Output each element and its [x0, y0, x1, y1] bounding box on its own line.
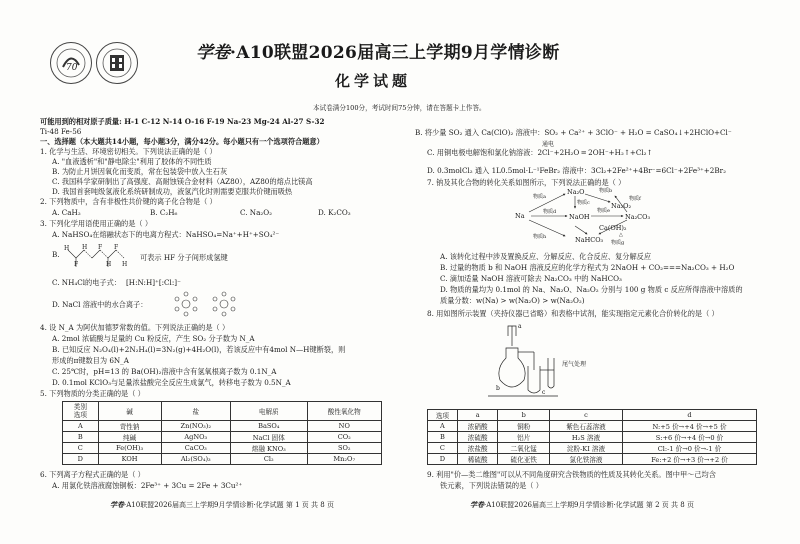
- node-na2o2: Na₂O₂: [611, 202, 632, 210]
- q1-option-c: C. 我国科学家研制出了高强度、高耐蚀镁合金材料（AZ80），AZ80的熔点比镁高: [52, 177, 313, 186]
- q6-option-c-condition: 通电: [542, 141, 555, 148]
- tail-gas-label: 尾气处理: [562, 361, 587, 368]
- table-header-cell: c: [549, 410, 622, 421]
- node-na: Na: [515, 212, 525, 220]
- footer-brand: 学卷: [470, 500, 484, 509]
- q6-option-a: A. 用氯化铁溶液腐蚀铜板：2Fe³⁺ + 3Cu = 2Fe + 3Cu²⁺: [52, 481, 243, 490]
- edge-label-heat: △: [619, 232, 623, 238]
- table-header-cell: b: [498, 410, 549, 421]
- label-b: b: [496, 385, 500, 392]
- table-cell: NO: [307, 421, 381, 432]
- question-7: 7. 钠及其化合物的转化关系如图所示，下列说法正确的是（ ）: [427, 178, 626, 187]
- question-6: 6. 下列离子方程式正确的是（ ）: [40, 470, 145, 479]
- footer-brand: 学卷: [110, 500, 124, 509]
- table-header-cell: 电解质: [231, 402, 308, 421]
- table-cell: Cl₂: [231, 454, 308, 465]
- svg-text:F: F: [74, 261, 79, 268]
- table-cell: 淀粉-KI 溶液: [549, 443, 622, 454]
- table-cell: Al₂(SO₄)₃: [161, 454, 230, 465]
- table-row: [63, 454, 382, 465]
- question-1: 1. 化学与生活、环境密切相关。下列说法正确的是（ ）: [40, 147, 217, 156]
- hydrated-ions-diagram: [168, 288, 244, 320]
- table-header-row: [428, 410, 757, 421]
- q4-option-c: C. 25℃时，pH=13 的 Ba(OH)₂溶液中含有氢氧根离子数为 0.1N_A: [52, 367, 277, 376]
- table-row: [428, 443, 757, 454]
- label-a: a: [518, 323, 522, 330]
- q5-classification-table: [62, 401, 382, 465]
- q3-option-d: D. NaCl 溶液中的水合离子：: [52, 300, 148, 309]
- building-seal-icon: [97, 43, 137, 83]
- svg-text:H: H: [106, 261, 112, 268]
- q6-option-d: D. 0.3molCl₂ 通入 1L0.5mol·L⁻¹FeBr₂ 溶液中：3Cl₂+2Fe²⁺+4Br⁻=6Cl⁻+2Fe³⁺+2Br₂: [427, 166, 726, 175]
- node-caoh2: Ca(OH)₂: [599, 224, 627, 232]
- table-cell: 硫化亚铁: [498, 454, 549, 465]
- title-text: ·A10联盟2026届高三上学期9月学情诊断: [230, 43, 560, 63]
- hf-hydrogen-bond-diagram: [62, 240, 138, 274]
- q4-option-a: A. 2mol 浓硫酸与足量的 Cu 粉反应，产生 SO₂ 分子数为 N_A: [52, 334, 255, 343]
- table-cell: B: [63, 432, 99, 443]
- table-cell: S:+6 价→+4 价→0 价: [623, 432, 757, 443]
- left-footer: [110, 500, 334, 510]
- table-cell: BaSO₄: [231, 421, 308, 432]
- table-cell: CO₂: [307, 432, 381, 443]
- q2-option-a: A. CaH₂: [52, 208, 81, 217]
- edge-label-f: 物质f: [629, 196, 641, 202]
- table-cell: 浓硫酸: [457, 432, 498, 443]
- node-na2co3: Na₂CO₃: [625, 213, 651, 221]
- q7-option-d-cont: 质量分数：w(Na) > w(Na₂O) > w(Na₂O₂): [440, 296, 585, 305]
- question-5: 5. 下列物质的分类正确的是（ ）: [40, 389, 145, 398]
- table-cell: 二氧化锰: [498, 443, 549, 454]
- q4-option-d: D. 0.1mol KClO₃与足量浓盐酸完全反应生成氯气，转移电子数为 0.5N_A: [52, 378, 291, 387]
- table-cell: CaCO₃: [161, 443, 230, 454]
- table-header-cell: 碱: [98, 402, 161, 421]
- edge-label-g: 物质g: [611, 240, 625, 246]
- edge-label-h: 物质h: [533, 234, 547, 240]
- table-row: [63, 432, 382, 443]
- table-header-cell: 酸性氧化物: [307, 402, 381, 421]
- question-9: 9. 利用"价—类二维图"可以从不同角度研究含铁物质的性质及其转化关系。图中甲～己均含: [427, 470, 716, 479]
- exam-subtitle: 化学试题: [335, 72, 412, 90]
- table-cell: 纯碱: [98, 432, 161, 443]
- edge-label-b: 物质b: [599, 188, 613, 194]
- table-header-cell: 类别 选项: [63, 402, 99, 421]
- q3-option-b-text: 可表示 HF 分子间形成氢键: [140, 253, 228, 262]
- edge-label-e: 物质e: [597, 208, 610, 214]
- q3-option-c-formula: [H:N:H]⁺[:Cl:]⁻: [126, 278, 181, 287]
- table-cell: 稀硫酸: [457, 454, 498, 465]
- q4-option-b-cont: 形成的π键数目为 6N_A: [52, 356, 129, 365]
- table-cell: 紫色石蕊溶液: [549, 421, 622, 432]
- apparatus-diagram: [488, 318, 618, 398]
- table-cell: Fe(OH)₃: [98, 443, 161, 454]
- table-cell: Zn(NO₃)₂: [161, 421, 230, 432]
- table-header-cell: a: [457, 410, 498, 421]
- q2-option-b: B. C₂H₆: [150, 208, 178, 217]
- table-cell: 铜粉: [498, 421, 549, 432]
- table-cell: A: [428, 421, 458, 432]
- svg-text:H: H: [82, 244, 88, 251]
- table-cell: C: [63, 443, 99, 454]
- table-cell: 浓硝酸: [457, 421, 498, 432]
- school-logo-left: [50, 42, 92, 84]
- sodium-conversion-diagram: [515, 186, 715, 248]
- svg-text:70: 70: [66, 63, 78, 73]
- table-row: [428, 432, 757, 443]
- school-seal-icon: [51, 43, 91, 83]
- q7-option-d: D. 物质的量均为 0.1mol 的 Na、Na₂O、Na₂O₂ 分别与 100 g 物质 c 反应所得溶液中溶质的: [440, 285, 743, 294]
- svg-text:H: H: [64, 245, 70, 252]
- table-cell: A: [63, 421, 99, 432]
- q7-option-c: C. 滴加适量 NaOH 溶液可除去 Na₂CO₃ 中的 NaHCO₃: [440, 274, 622, 283]
- label-c: c: [542, 389, 546, 396]
- section-heading: 一、选择题（本大题共14小题，每小题3分，满分42分。每小题只有一个选项符合题意）: [40, 137, 324, 146]
- table-cell: 苛性钠: [98, 421, 161, 432]
- table-cell: H₂S 溶液: [549, 432, 622, 443]
- table-cell: Fe:+2 价→+3 价→+2 价: [623, 454, 757, 465]
- brand-logo: 学卷: [196, 43, 230, 63]
- question-4: 4. 设 N_A 为阿伏加德罗常数的值。下列说法正确的是（ ）: [40, 323, 230, 332]
- table-cell: 熔融 KNO₃: [231, 443, 308, 454]
- question-8: 8. 用如图所示装置（夹持仪器已省略）和表格中试剂，能实现指定元素化合价转化的是（ ）: [427, 309, 719, 318]
- q1-option-b: B. 为防止月饼因氧化而变质，常在包装袋中放入生石灰: [52, 167, 228, 176]
- svg-text:F: F: [98, 244, 103, 251]
- table-cell: Mn₂O₇: [307, 454, 381, 465]
- q7-option-b: B. 过量的物质 b 和 NaOH 溶液反应的化学方程式为 2NaOH + CO₂===Na₂CO₃ + H₂O: [440, 263, 735, 272]
- node-na2o: Na₂O: [567, 188, 585, 196]
- table-header-cell: d: [623, 410, 757, 421]
- table-cell: Cl:-1 价→0 价→-1 价: [623, 443, 757, 454]
- footer-text: ·A10联盟2026届高三上学期9月学情诊断·化学试题 第 1 页 共 8 页: [124, 501, 334, 509]
- table-row: [63, 443, 382, 454]
- question-3: 3. 下列化学用语使用正确的是（ ）: [40, 219, 153, 228]
- table-row: [63, 421, 382, 432]
- table-cell: SO₂: [307, 443, 381, 454]
- edge-label-c: 物质c: [577, 200, 590, 206]
- q1-option-a: A. "血液透析"和"静电除尘"利用了胶体的不同性质: [52, 157, 212, 166]
- q4-option-b: B. 已知反应 N₂O₄(l)+2N₂H₄(l)=3N₂(g)+4H₂O(l)，若该反应中有4mol N—H键断裂，则: [52, 345, 346, 354]
- exam-note: 本试卷满分100分，考试时间75分钟，请在答题卡上作答。: [313, 104, 486, 112]
- exam-title: [196, 38, 646, 63]
- question-2: 2. 下列物质中，含有非极性共价键的离子化合物是（ ）: [40, 197, 217, 206]
- table-cell: N:+5 价→+4 价→+5 价: [623, 421, 757, 432]
- footer-text: ·A10联盟2026届高三上学期9月学情诊断·化学试题 第 2 页 共 8 页: [484, 501, 694, 509]
- q8-reagent-table: [427, 409, 757, 465]
- svg-text:H: H: [122, 261, 128, 268]
- q2-option-c: C. Na₂O₂: [240, 208, 273, 217]
- right-footer: [470, 500, 694, 510]
- table-header-row: [63, 402, 382, 421]
- atomic-masses-line1: 可能用到的相对原子质量: H-1 C-12 N-14 O-16 F-19 Na-23 Mg-24 Al-27 S-32: [40, 117, 325, 126]
- table-cell: D: [63, 454, 99, 465]
- school-logo-right: [96, 42, 138, 84]
- table-row: [428, 454, 757, 465]
- table-cell: D: [428, 454, 458, 465]
- table-cell: 铝片: [498, 432, 549, 443]
- atomic-masses-line2: Ti-48 Fe-56: [40, 127, 82, 136]
- q6-option-c: C. 用铜电极电解饱和氯化钠溶液：2Cl⁻+2H₂O ═ 2OH⁻+H₂↑+Cl₂↑: [427, 148, 653, 157]
- table-cell: 浓盐酸: [457, 443, 498, 454]
- table-cell: AgNO₃: [161, 432, 230, 443]
- q1-option-d: D. 我国首套吨级氢液化系统研制成功，液氢汽化时则需要克服共价键而吸热: [52, 187, 293, 196]
- q3-option-c-label: C. NH₄Cl的电子式：: [52, 278, 121, 287]
- table-header-cell: 选项: [428, 410, 458, 421]
- table-header-cell: 盐: [161, 402, 230, 421]
- node-naoh: NaOH: [569, 213, 590, 221]
- q6-option-b: B. 将少量 SO₂ 通入 Ca(ClO)₂ 溶液中：SO₂ + Ca²⁺ + 3ClO⁻ + H₂O = CaSO₄↓+2HClO+Cl⁻: [415, 128, 732, 137]
- node-nahco3: NaHCO₃: [575, 236, 604, 244]
- q3-option-a: A. NaHSO₄在熔融状态下的电离方程式：NaHSO₄=Na⁺+H⁺+SO₄²⁻: [52, 230, 280, 239]
- question-9-cont: 铁元素，下列说法错误的是（ ）: [440, 481, 543, 490]
- table-cell: C: [428, 443, 458, 454]
- edge-label-a: 物质a: [533, 194, 546, 200]
- table-cell: 氯化铁溶液: [549, 454, 622, 465]
- svg-text:F: F: [114, 244, 119, 251]
- table-cell: KOH: [98, 454, 161, 465]
- table-row: [428, 421, 757, 432]
- q3-option-b-label: B.: [52, 250, 60, 259]
- q7-option-a: A. 该转化过程中涉及置换反应、分解反应、化合反应、复分解反应: [440, 252, 652, 261]
- edge-label-d: 物质d: [543, 209, 557, 215]
- table-cell: B: [428, 432, 458, 443]
- table-cell: NaCl 固体: [231, 432, 308, 443]
- q2-option-d: D. K₂CO₃: [318, 208, 351, 217]
